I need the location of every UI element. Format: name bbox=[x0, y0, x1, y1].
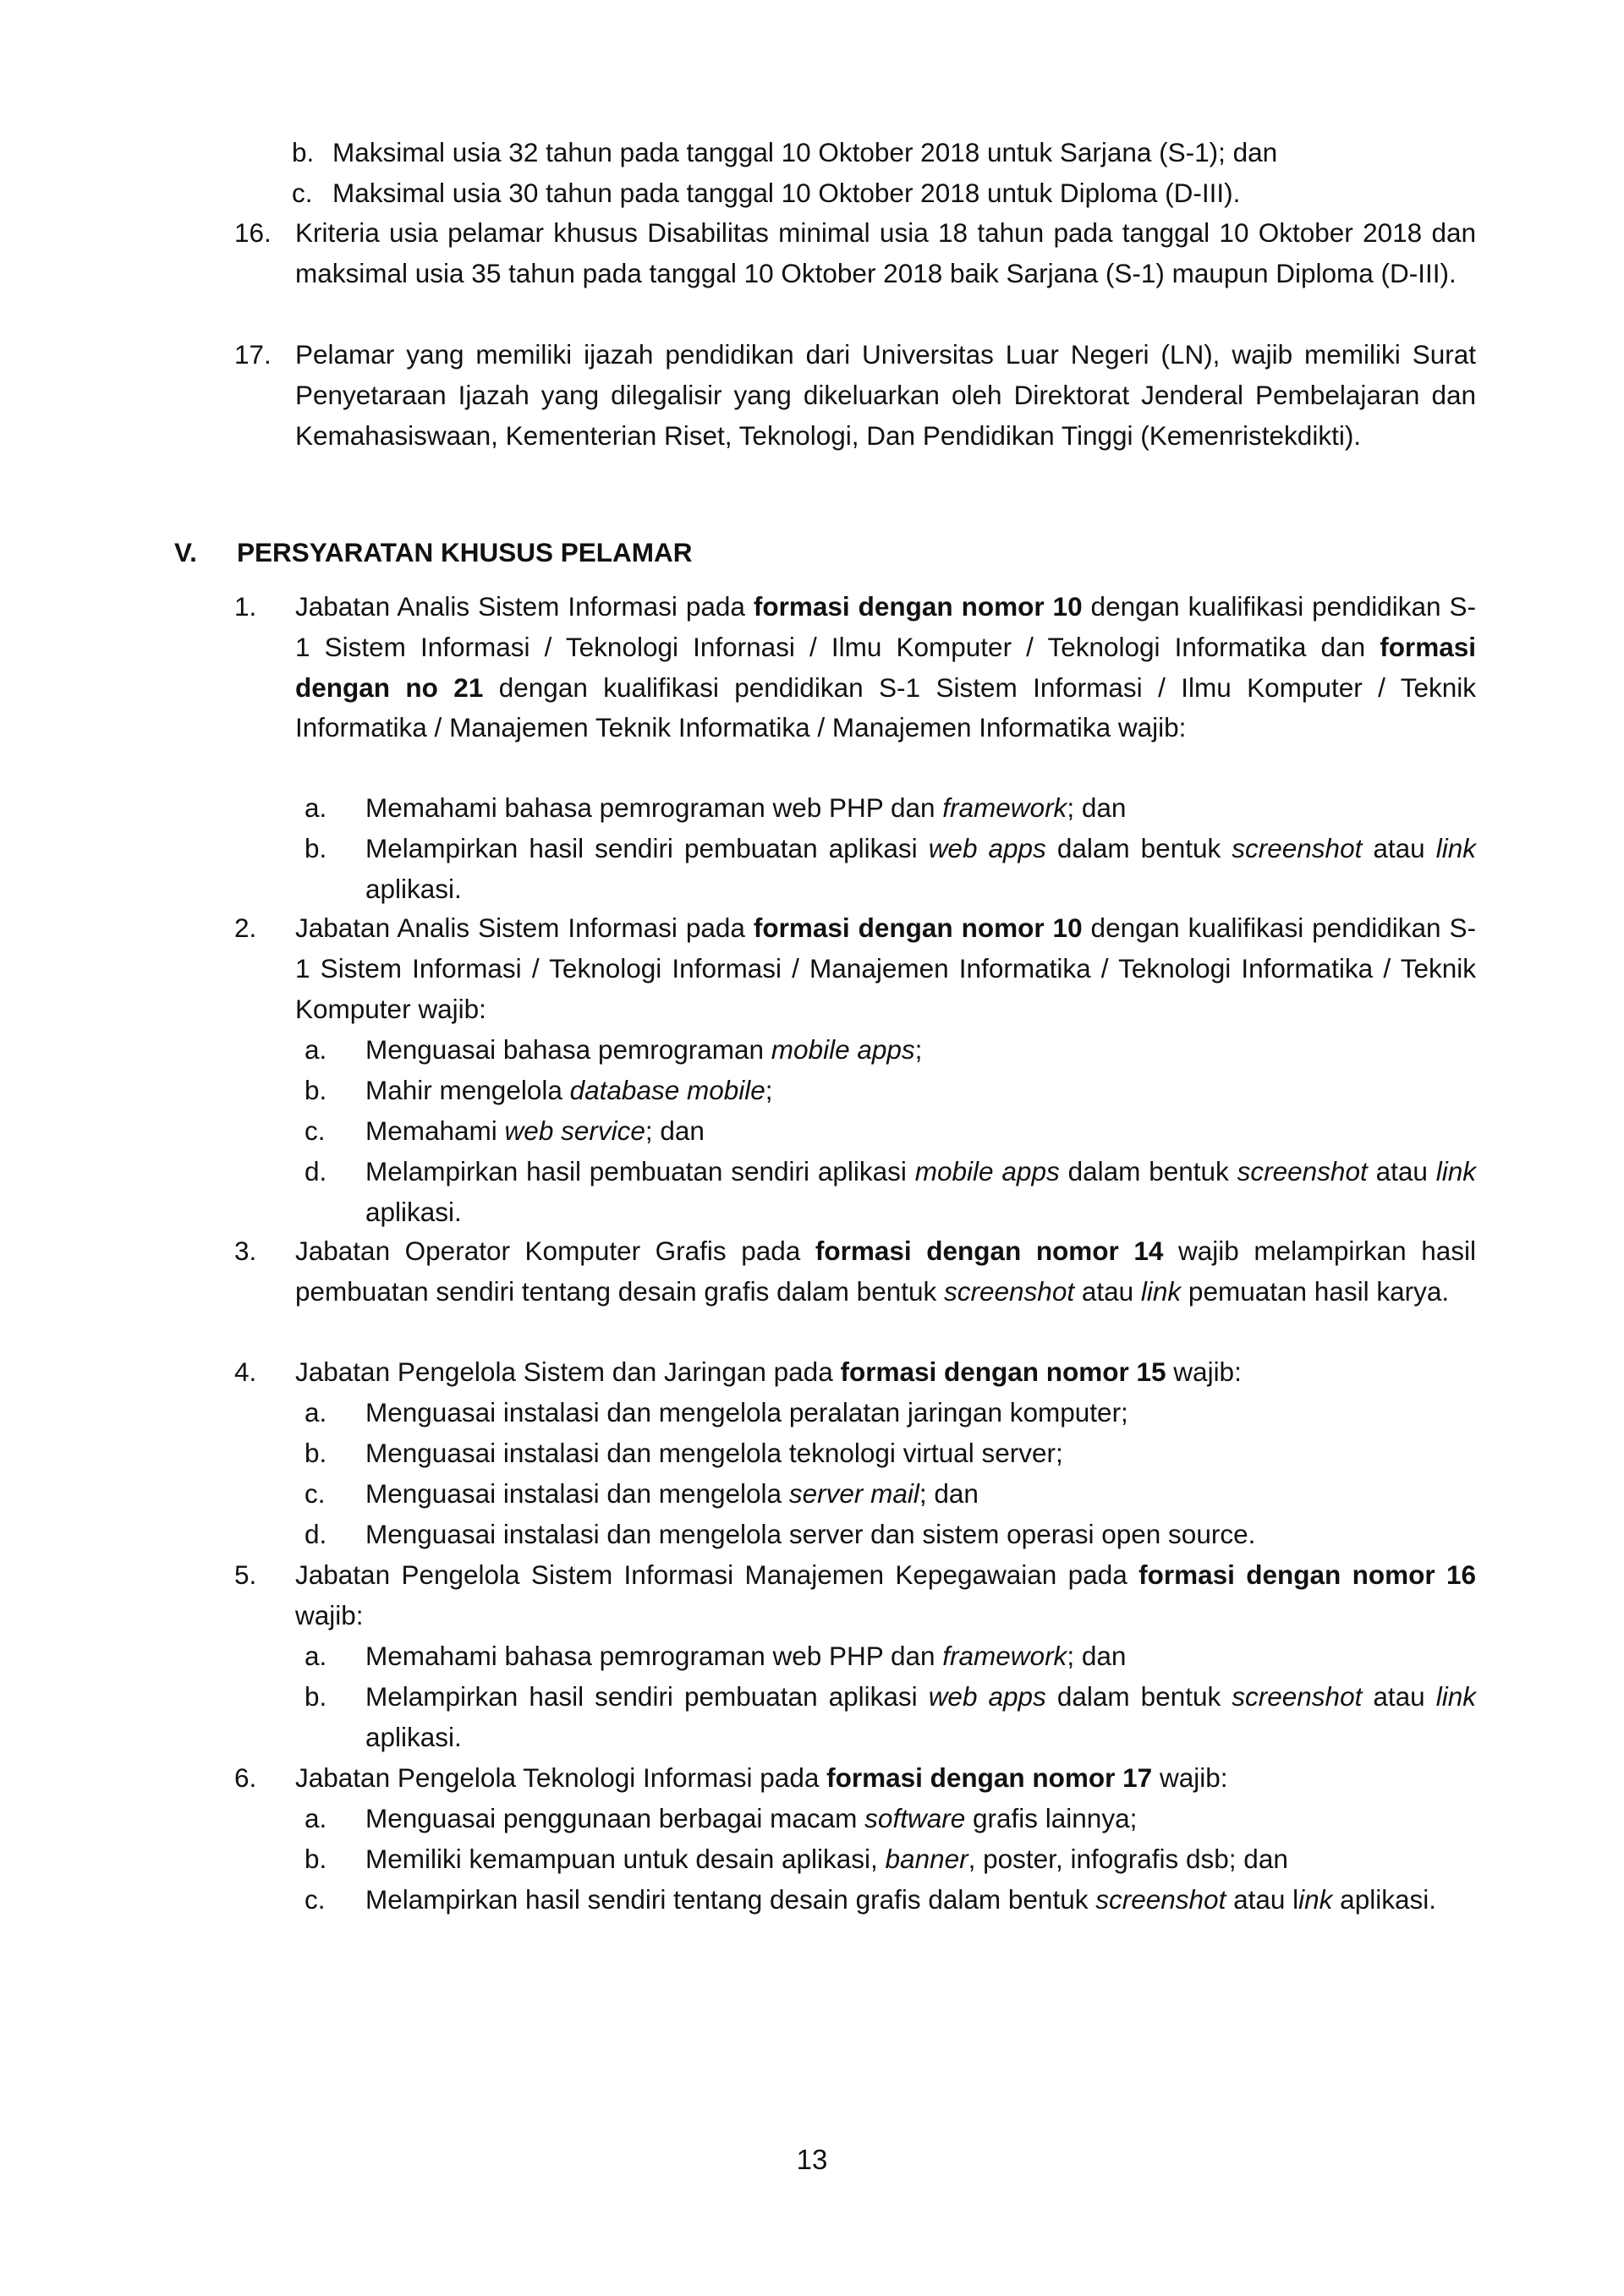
page-number: 13 bbox=[796, 2144, 828, 2175]
list-letter: b. bbox=[304, 1844, 327, 1874]
list-letter: a. bbox=[304, 1397, 327, 1427]
sub-item bbox=[304, 1880, 1476, 1921]
list-number: 4. bbox=[234, 1356, 257, 1387]
section-heading bbox=[174, 533, 692, 573]
list-letter: a. bbox=[304, 1034, 327, 1065]
list-letter: b. bbox=[304, 1438, 327, 1468]
section-number: V. bbox=[174, 537, 197, 567]
list-number: 6. bbox=[234, 1762, 257, 1793]
list-letter: a. bbox=[304, 792, 327, 823]
sub-item-text: Memahami bahasa pemrograman web PHP dan framework; dan bbox=[365, 792, 1127, 823]
sub-item-text: Menguasai instalasi dan mengelola server mail; dan bbox=[365, 1478, 979, 1509]
sub-item bbox=[304, 1030, 1476, 1071]
list-letter: c. bbox=[304, 1884, 326, 1915]
requirement-text: Jabatan Pengelola Sistem dan Jaringan pada formasi dengan nomor 15 wajib: bbox=[295, 1356, 1242, 1387]
sub-item-text: Menguasai penggunaan berbagai macam software grafis lainnya; bbox=[365, 1803, 1138, 1833]
sub-item bbox=[304, 1071, 1476, 1111]
requirement-text: Jabatan Analis Sistem Informasi pada formasi dengan nomor 10 dengan kualifikasi pendidikan S-1 Sistem Informasi / Teknologi Infornasi / Ilmu Komputer / Teknologi Informatika dan formasi dengan no 21 dengan kualifikasi pendidikan S-1 Sistem Informasi / Ilmu Komputer / Teknik Informatika / Manajemen Teknik Informatika / Manajemen Informatika wajib: bbox=[295, 591, 1476, 743]
list-item-17 bbox=[234, 335, 1476, 456]
sub-item bbox=[304, 1111, 1476, 1152]
sub-item-text: Melampirkan hasil sendiri pembuatan aplikasi web apps dalam bentuk screenshot atau link aplikasi. bbox=[365, 1681, 1476, 1752]
list-item bbox=[292, 133, 1476, 173]
requirement-3 bbox=[234, 1231, 1476, 1312]
sub-item-text: Memiliki kemampuan untuk desain aplikasi, banner, poster, infografis dsb; dan bbox=[365, 1844, 1288, 1874]
list-letter: a. bbox=[304, 1803, 327, 1833]
sub-item-text: Memahami web service; dan bbox=[365, 1115, 705, 1146]
sub-item bbox=[304, 1636, 1476, 1677]
list-item bbox=[292, 173, 1476, 214]
sub-item bbox=[304, 1474, 1476, 1515]
sub-item-text: Menguasai instalasi dan mengelola teknologi virtual server; bbox=[365, 1438, 1063, 1468]
sub-item bbox=[304, 829, 1476, 910]
requirement-text: Jabatan Pengelola Sistem Informasi Manajemen Kepegawaian pada formasi dengan nomor 16 wajib: bbox=[295, 1559, 1477, 1630]
sub-item bbox=[304, 1393, 1476, 1433]
list-text: Maksimal usia 30 tahun pada tanggal 10 Oktober 2018 untuk Diploma (D-III). bbox=[332, 178, 1241, 208]
list-text: Kriteria usia pelamar khusus Disabilitas minimal usia 18 tahun pada tanggal 10 Oktober 2018 dan maksimal usia 35 tahun pada tanggal 10 Oktober 2018 baik Sarjana (S-1) maupun Diploma (D-III). bbox=[295, 217, 1476, 288]
list-number: 16. bbox=[234, 217, 272, 248]
requirement-text: Jabatan Operator Komputer Grafis pada formasi dengan nomor 14 wajib melampirkan hasil pembuatan sendiri tentang desain grafis dalam bentuk screenshot atau link pemuatan hasil karya. bbox=[295, 1236, 1476, 1307]
requirement-4 bbox=[234, 1352, 1476, 1393]
sub-item bbox=[304, 1677, 1476, 1758]
sub-item bbox=[304, 1799, 1476, 1839]
list-letter: b. bbox=[304, 833, 327, 863]
section-title: PERSYARATAN KHUSUS PELAMAR bbox=[237, 537, 693, 567]
requirement-6 bbox=[234, 1758, 1476, 1799]
list-letter: c. bbox=[292, 178, 313, 208]
list-number: 1. bbox=[234, 591, 257, 622]
list-number: 5. bbox=[234, 1559, 257, 1590]
list-number: 3. bbox=[234, 1236, 257, 1266]
requirement-1 bbox=[234, 587, 1476, 748]
sub-item-text: Menguasai instalasi dan mengelola server dan sistem operasi open source. bbox=[365, 1519, 1256, 1549]
sub-item-text: Melampirkan hasil sendiri tentang desain grafis dalam bentuk screenshot atau link aplikasi. bbox=[365, 1884, 1436, 1915]
requirement-5 bbox=[234, 1555, 1476, 1636]
sub-item-text: Menguasai instalasi dan mengelola peralatan jaringan komputer; bbox=[365, 1397, 1128, 1427]
sub-item-text: Menguasai bahasa pemrograman mobile apps; bbox=[365, 1034, 923, 1065]
list-letter: c. bbox=[304, 1478, 326, 1509]
list-letter: a. bbox=[304, 1641, 327, 1671]
list-letter: d. bbox=[304, 1156, 327, 1186]
sub-item bbox=[304, 1152, 1476, 1233]
sub-item-text: Memahami bahasa pemrograman web PHP dan framework; dan bbox=[365, 1641, 1127, 1671]
requirement-2 bbox=[234, 908, 1476, 1029]
requirement-text: Jabatan Analis Sistem Informasi pada formasi dengan nomor 10 dengan kualifikasi pendidikan S-1 Sistem Informasi / Teknologi Informasi / Manajemen Informatika / Teknologi Informatika / Teknik Komputer wajib: bbox=[295, 912, 1476, 1024]
sub-item bbox=[304, 1839, 1476, 1880]
list-letter: d. bbox=[304, 1519, 327, 1549]
list-text: Maksimal usia 32 tahun pada tanggal 10 Oktober 2018 untuk Sarjana (S-1); dan bbox=[332, 137, 1278, 167]
list-item-16 bbox=[234, 213, 1476, 294]
sub-item-text: Melampirkan hasil pembuatan sendiri aplikasi mobile apps dalam bentuk screenshot atau link aplikasi. bbox=[365, 1156, 1476, 1227]
sub-item bbox=[304, 1433, 1476, 1474]
list-letter: c. bbox=[304, 1115, 326, 1146]
requirement-text: Jabatan Pengelola Teknologi Informasi pada formasi dengan nomor 17 wajib: bbox=[295, 1762, 1228, 1793]
sub-item-text: Mahir mengelola database mobile; bbox=[365, 1075, 773, 1105]
sub-item bbox=[304, 788, 1476, 829]
sub-item-text: Melampirkan hasil sendiri pembuatan aplikasi web apps dalam bentuk screenshot atau link aplikasi. bbox=[365, 833, 1476, 904]
list-text: Pelamar yang memiliki ijazah pendidikan dari Universitas Luar Negeri (LN), wajib memiliki Surat Penyetaraan Ijazah yang dilegalisir yang dikeluarkan oleh Direktorat Jenderal Pembelajaran dan Kemahasiswaan, Kementerian Riset, Teknologi, Dan Pendidikan Tinggi (Kemenristekdikti). bbox=[295, 339, 1476, 451]
sub-item bbox=[304, 1515, 1476, 1555]
list-letter: b. bbox=[304, 1075, 327, 1105]
list-letter: b. bbox=[292, 137, 315, 167]
list-letter: b. bbox=[304, 1681, 327, 1712]
list-number: 2. bbox=[234, 912, 257, 943]
list-number: 17. bbox=[234, 339, 272, 370]
